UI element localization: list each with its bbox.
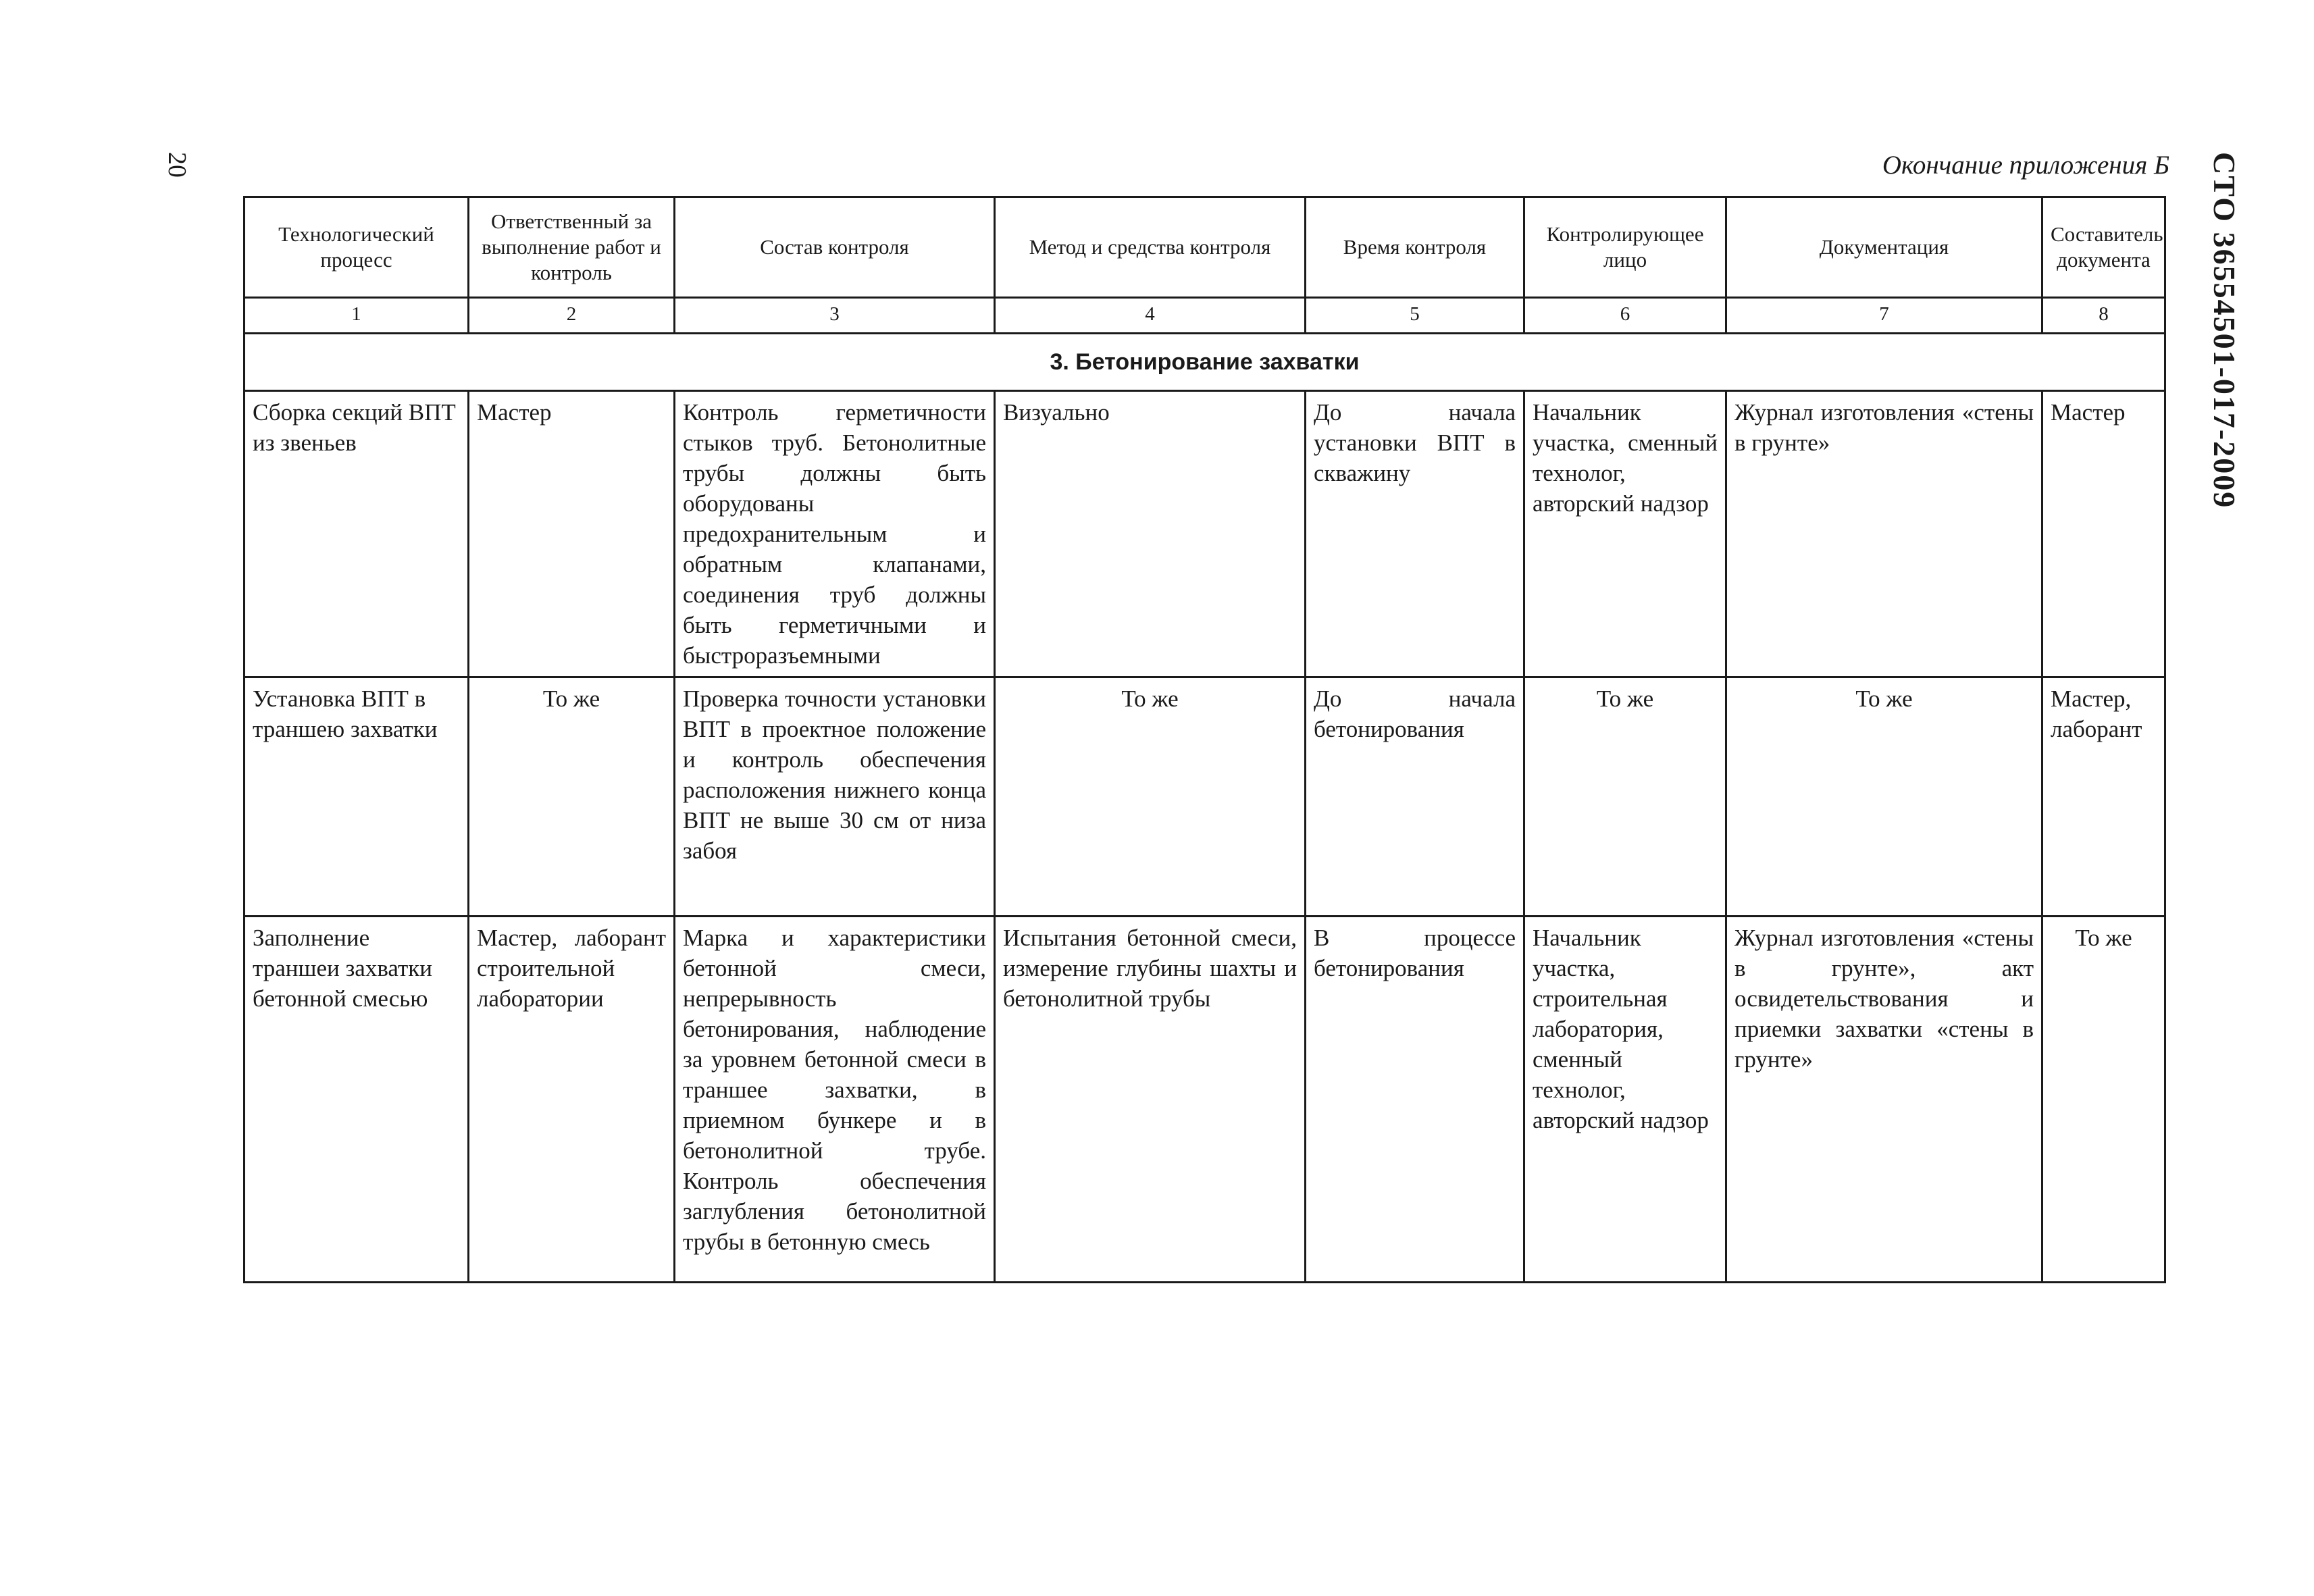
header-cell: Время контроля xyxy=(1306,197,1524,298)
table-cell: Мастер, лаборант строительной лаборатории xyxy=(469,917,675,1283)
page-number: 20 xyxy=(163,152,191,178)
table-cell: Начальник участка, сменный технолог, авторский надзор xyxy=(1524,391,1726,677)
header-cell: Метод и средства контроля xyxy=(995,197,1306,298)
header-cell: Документация xyxy=(1726,197,2042,298)
table-row xyxy=(245,391,2165,677)
column-number: 1 xyxy=(245,298,469,334)
header-cell: Ответственный за выполнение работ и контроль xyxy=(469,197,675,298)
table-cell: Мастер xyxy=(469,391,675,677)
table-cell: В процессе бетонирования xyxy=(1306,917,1524,1283)
header-cell: Составитель документа xyxy=(2042,197,2165,298)
column-number: 6 xyxy=(1524,298,1726,334)
column-number-row xyxy=(245,298,2165,334)
table-cell: Журнал изготовления «стены в грунте» xyxy=(1726,391,2042,677)
header-cell: Контролирующее лицо xyxy=(1524,197,1726,298)
column-number: 4 xyxy=(995,298,1306,334)
table-cell: То же xyxy=(1726,677,2042,917)
table-cell: До начала установки ВПТ в скважину xyxy=(1306,391,1524,677)
section-title: 3. Бетонирование захватки xyxy=(245,334,2165,391)
table-cell: Визуально xyxy=(995,391,1306,677)
table-cell: То же xyxy=(469,677,675,917)
table-cell: Заполнение траншеи захватки бетонной смесью xyxy=(245,917,469,1283)
header-row xyxy=(245,197,2165,298)
table-row xyxy=(245,677,2165,917)
table-cell: Марка и характеристики бетонной смеси, непрерывность бетонирования, наблюдение за уровнем бетонной смеси в траншее захватки, в приемном бункере и в бетонолитной трубе. Контроль обеспечения заглубления бетонолитной трубы в бетонную смесь xyxy=(675,917,995,1283)
table-cell: То же xyxy=(1524,677,1726,917)
appendix-continuation-label: Окончание приложения Б xyxy=(1882,151,2169,180)
table-cell: Мастер xyxy=(2042,391,2165,677)
column-number: 3 xyxy=(675,298,995,334)
table-cell: Контроль герметичности стыков труб. Бетонолитные трубы должны быть оборудованы предохранительным и обратным клапанами, соединения труб должны быть герметичными и быстроразъемными xyxy=(675,391,995,677)
table-cell: Начальник участка, строительная лаборатория, сменный технолог, авторский надзор xyxy=(1524,917,1726,1283)
table-cell: То же xyxy=(995,677,1306,917)
table-cell: Мастер, лаборант xyxy=(2042,677,2165,917)
header-cell: Технологический процесс xyxy=(245,197,469,298)
table-cell: То же xyxy=(2042,917,2165,1283)
column-number: 7 xyxy=(1726,298,2042,334)
section-row xyxy=(245,334,2165,391)
document-code: СТО 36554501-017-2009 xyxy=(2207,152,2242,509)
quality-control-table xyxy=(243,196,2166,1283)
table-cell: До начала бетонирования xyxy=(1306,677,1524,917)
column-number: 8 xyxy=(2042,298,2165,334)
table-cell: Испытания бетонной смеси, измерение глубины шахты и бетонолитной трубы xyxy=(995,917,1306,1283)
table-cell: Журнал изготовления «стены в грунте», акт освидетельствования и приемки захватки «стены в грунте» xyxy=(1726,917,2042,1283)
header-cell: Состав контроля xyxy=(675,197,995,298)
table-cell: Сборка секций ВПТ из звеньев xyxy=(245,391,469,677)
table-row xyxy=(245,917,2165,1283)
column-number: 5 xyxy=(1306,298,1524,334)
table-cell: Проверка точности установки ВПТ в проектное положение и контроль обеспечения расположения нижнего конца ВПТ не выше 30 см от низа забоя xyxy=(675,677,995,917)
column-number: 2 xyxy=(469,298,675,334)
table-cell: Установка ВПТ в траншею захватки xyxy=(245,677,469,917)
